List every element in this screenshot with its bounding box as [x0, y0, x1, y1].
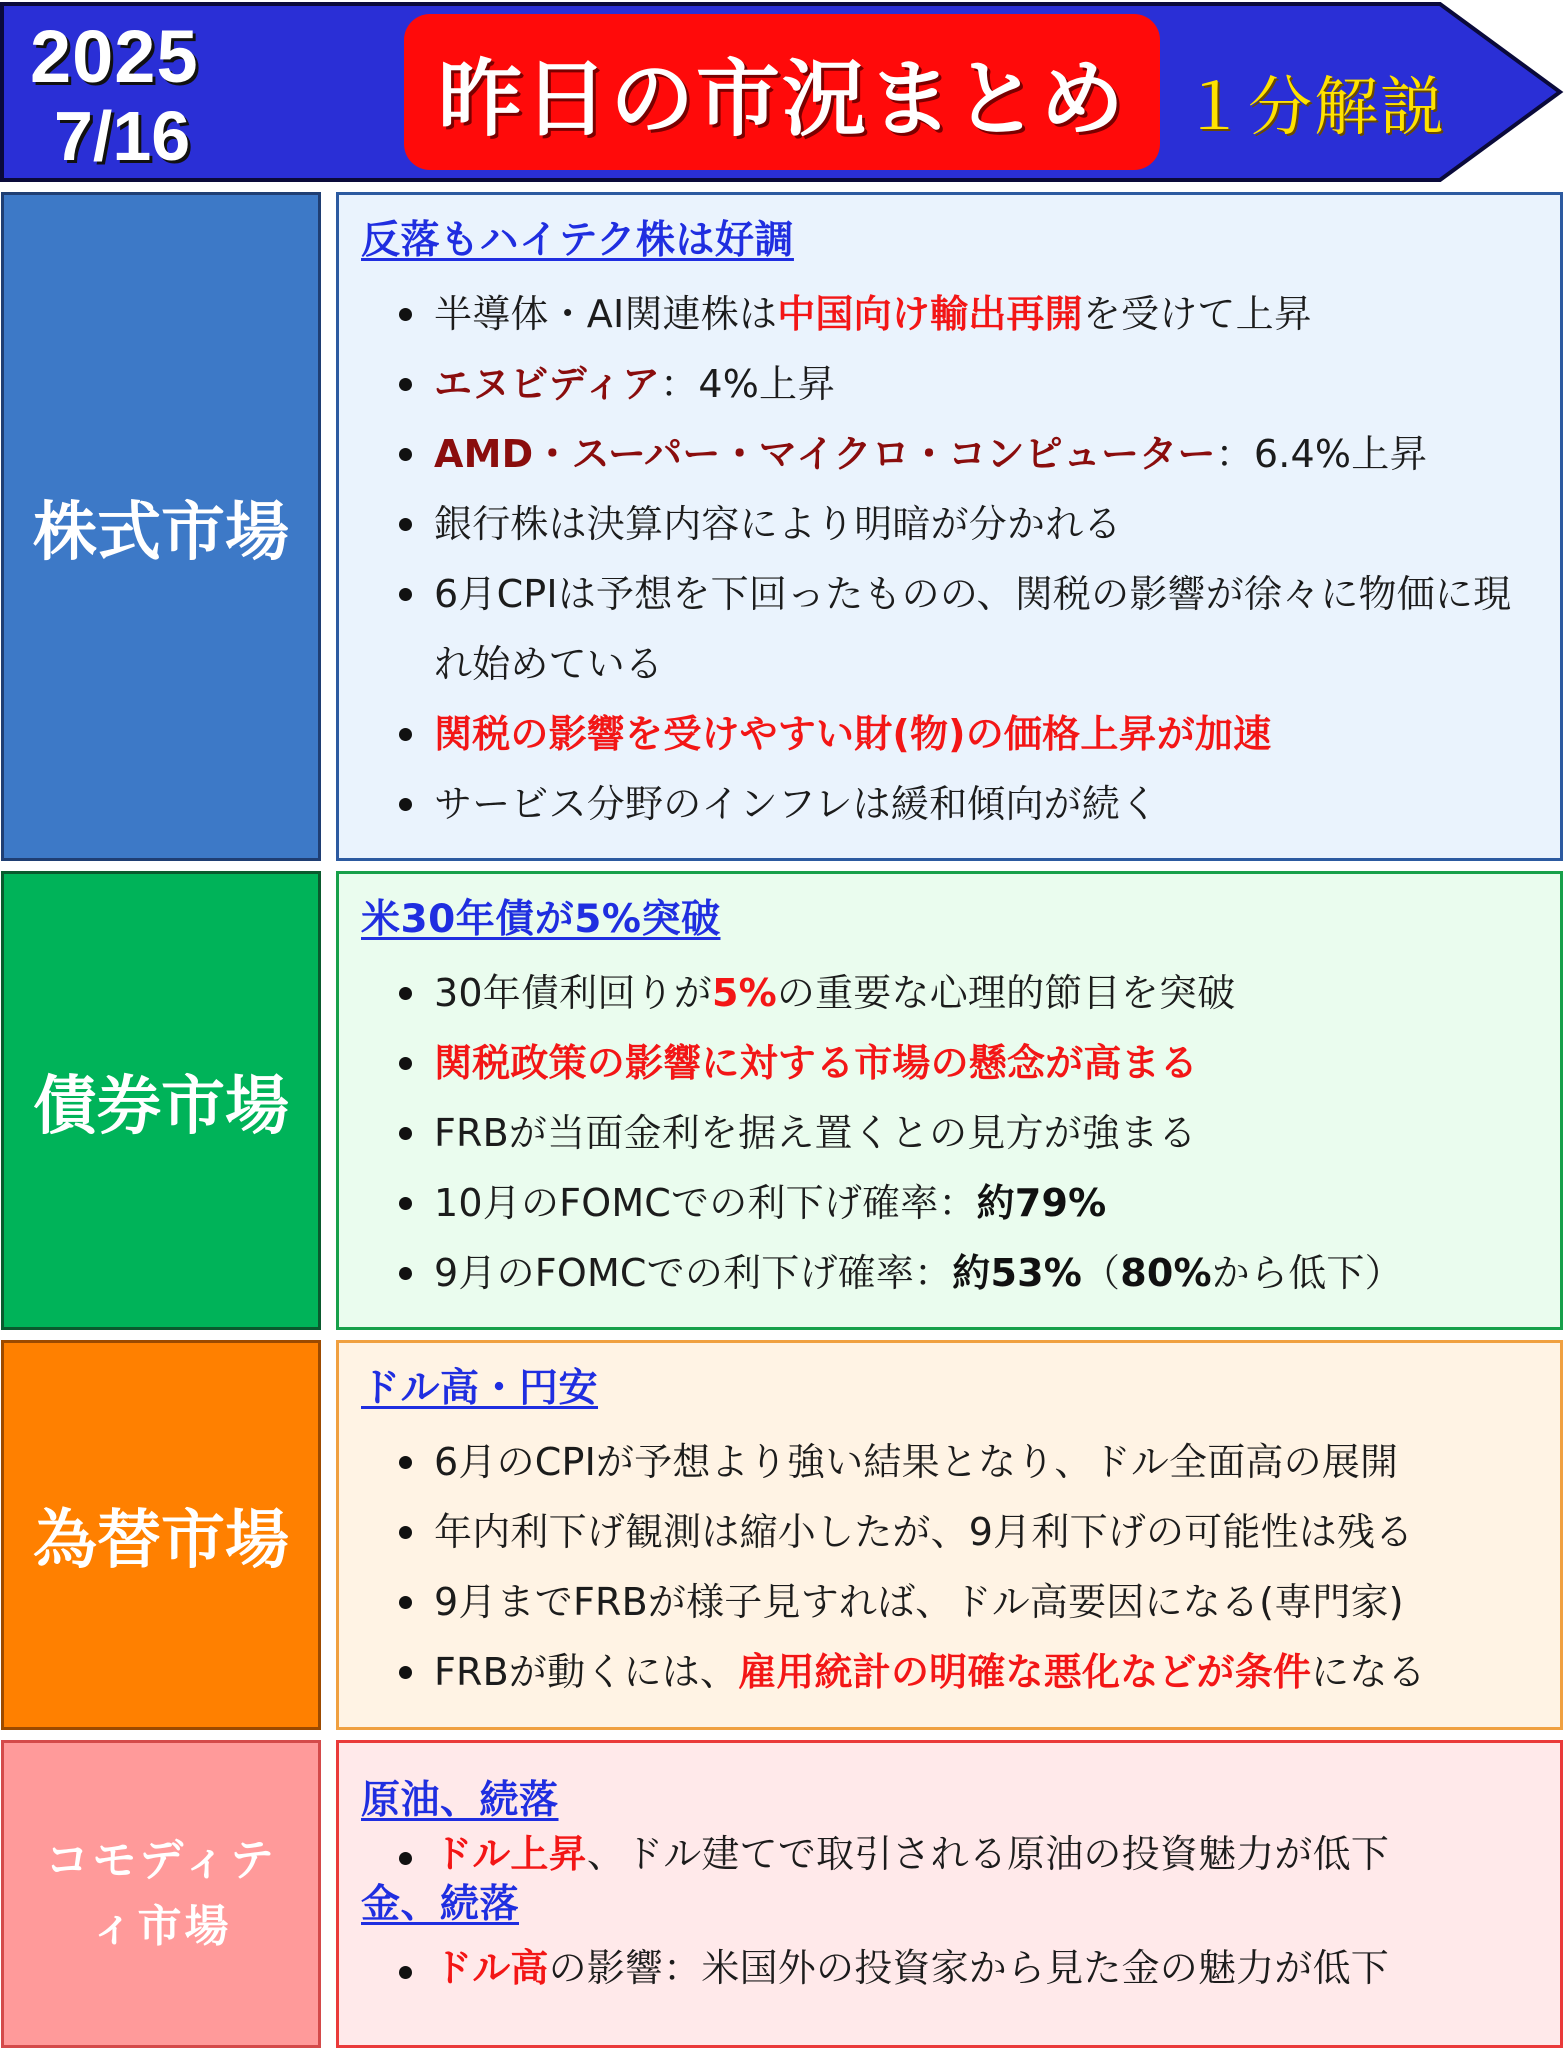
list-item: 9月までFRBが様子見すれば、ドル高要因になる(専門家): [361, 1567, 1560, 1637]
section-fx: [0, 1340, 1564, 1730]
list-item: FRBが当面金利を据え置くとの見方が強まる: [361, 1098, 1560, 1168]
label-bonds-text: 債券市場: [33, 1069, 289, 1144]
content-stocks: [336, 192, 1563, 861]
heading-gold: 金、続落: [361, 1882, 520, 1927]
heading-fx: ドル高・円安: [361, 1366, 599, 1411]
list-gold: [361, 1937, 1560, 1999]
list-fx: [361, 1427, 1560, 1707]
list-item: FRBが動くには、雇用統計の明確な悪化などが条件になる: [361, 1637, 1560, 1707]
list-item: 9月のFOMCでの利下げ確率：約53%（80%から低下）: [361, 1238, 1560, 1308]
label-stocks-text: 株式市場: [33, 495, 289, 570]
section-commodity: [0, 1740, 1564, 2048]
section-bonds: [0, 871, 1564, 1330]
section-label-fx: [1, 1340, 321, 1730]
list-item: 関税の影響を受けやすい財(物)の価格上昇が加速: [361, 699, 1560, 769]
content-commodity: [336, 1740, 1563, 2048]
list-bonds: [361, 958, 1560, 1308]
page-title: 昨日の市況まとめ: [437, 49, 1126, 148]
heading-stocks: 反落もハイテク株は好調: [361, 218, 794, 263]
list-oil: [361, 1823, 1560, 1885]
list-item: 銀行株は決算内容により明暗が分かれる: [361, 489, 1560, 559]
list-item: 6月のCPIが予想より強い結果となり、ドル全面高の展開: [361, 1427, 1560, 1497]
content-bonds: [336, 871, 1563, 1330]
label-commodity-line2: ィ市場: [90, 1901, 232, 1952]
title-box: [404, 14, 1160, 170]
list-item: 関税政策の影響に対する市場の懸念が高まる: [361, 1028, 1560, 1098]
header-banner: [0, 0, 1564, 186]
list-item: エヌビディア：4%上昇: [361, 349, 1560, 419]
list-item: 30年債利回りが5%の重要な心理的節目を突破: [361, 958, 1560, 1028]
section-label-stocks: [1, 192, 321, 861]
list-item: ドル高の影響：米国外の投資家から見た金の魅力が低下: [361, 1937, 1560, 1999]
list-item: 6月CPIは予想を下回ったものの、関税の影響が徐々に物価に現れ始めている: [361, 559, 1560, 699]
list-item: 年内利下げ観測は縮小したが、9月利下げの可能性は残る: [361, 1497, 1560, 1567]
heading-oil: 原油、続落: [361, 1778, 559, 1823]
label-commodity-line1: コモディテ: [45, 1835, 277, 1886]
list-item: ドル上昇、ドル建てで取引される原油の投資魅力が低下: [361, 1823, 1560, 1885]
heading-bonds: 米30年債が5%突破: [361, 897, 721, 942]
header-date: 7/16: [54, 97, 191, 175]
list-stocks: [361, 279, 1560, 839]
list-item: AMD・スーパー・マイクロ・コンピューター：6.4%上昇: [361, 419, 1560, 489]
page-subtitle: １分解説: [1182, 71, 1446, 145]
section-label-bonds: [1, 871, 321, 1330]
list-item: サービス分野のインフレは緩和傾向が続く: [361, 769, 1560, 839]
list-item: 半導体・AI関連株は中国向け輸出再開を受けて上昇: [361, 279, 1560, 349]
content-fx: [336, 1340, 1563, 1730]
list-item: 10月のFOMCでの利下げ確率：約79%: [361, 1168, 1560, 1238]
label-fx-text: 為替市場: [33, 1504, 289, 1578]
header-year: 2025: [30, 15, 199, 98]
section-stocks: [0, 192, 1564, 861]
section-label-commodity: [1, 1740, 321, 2048]
